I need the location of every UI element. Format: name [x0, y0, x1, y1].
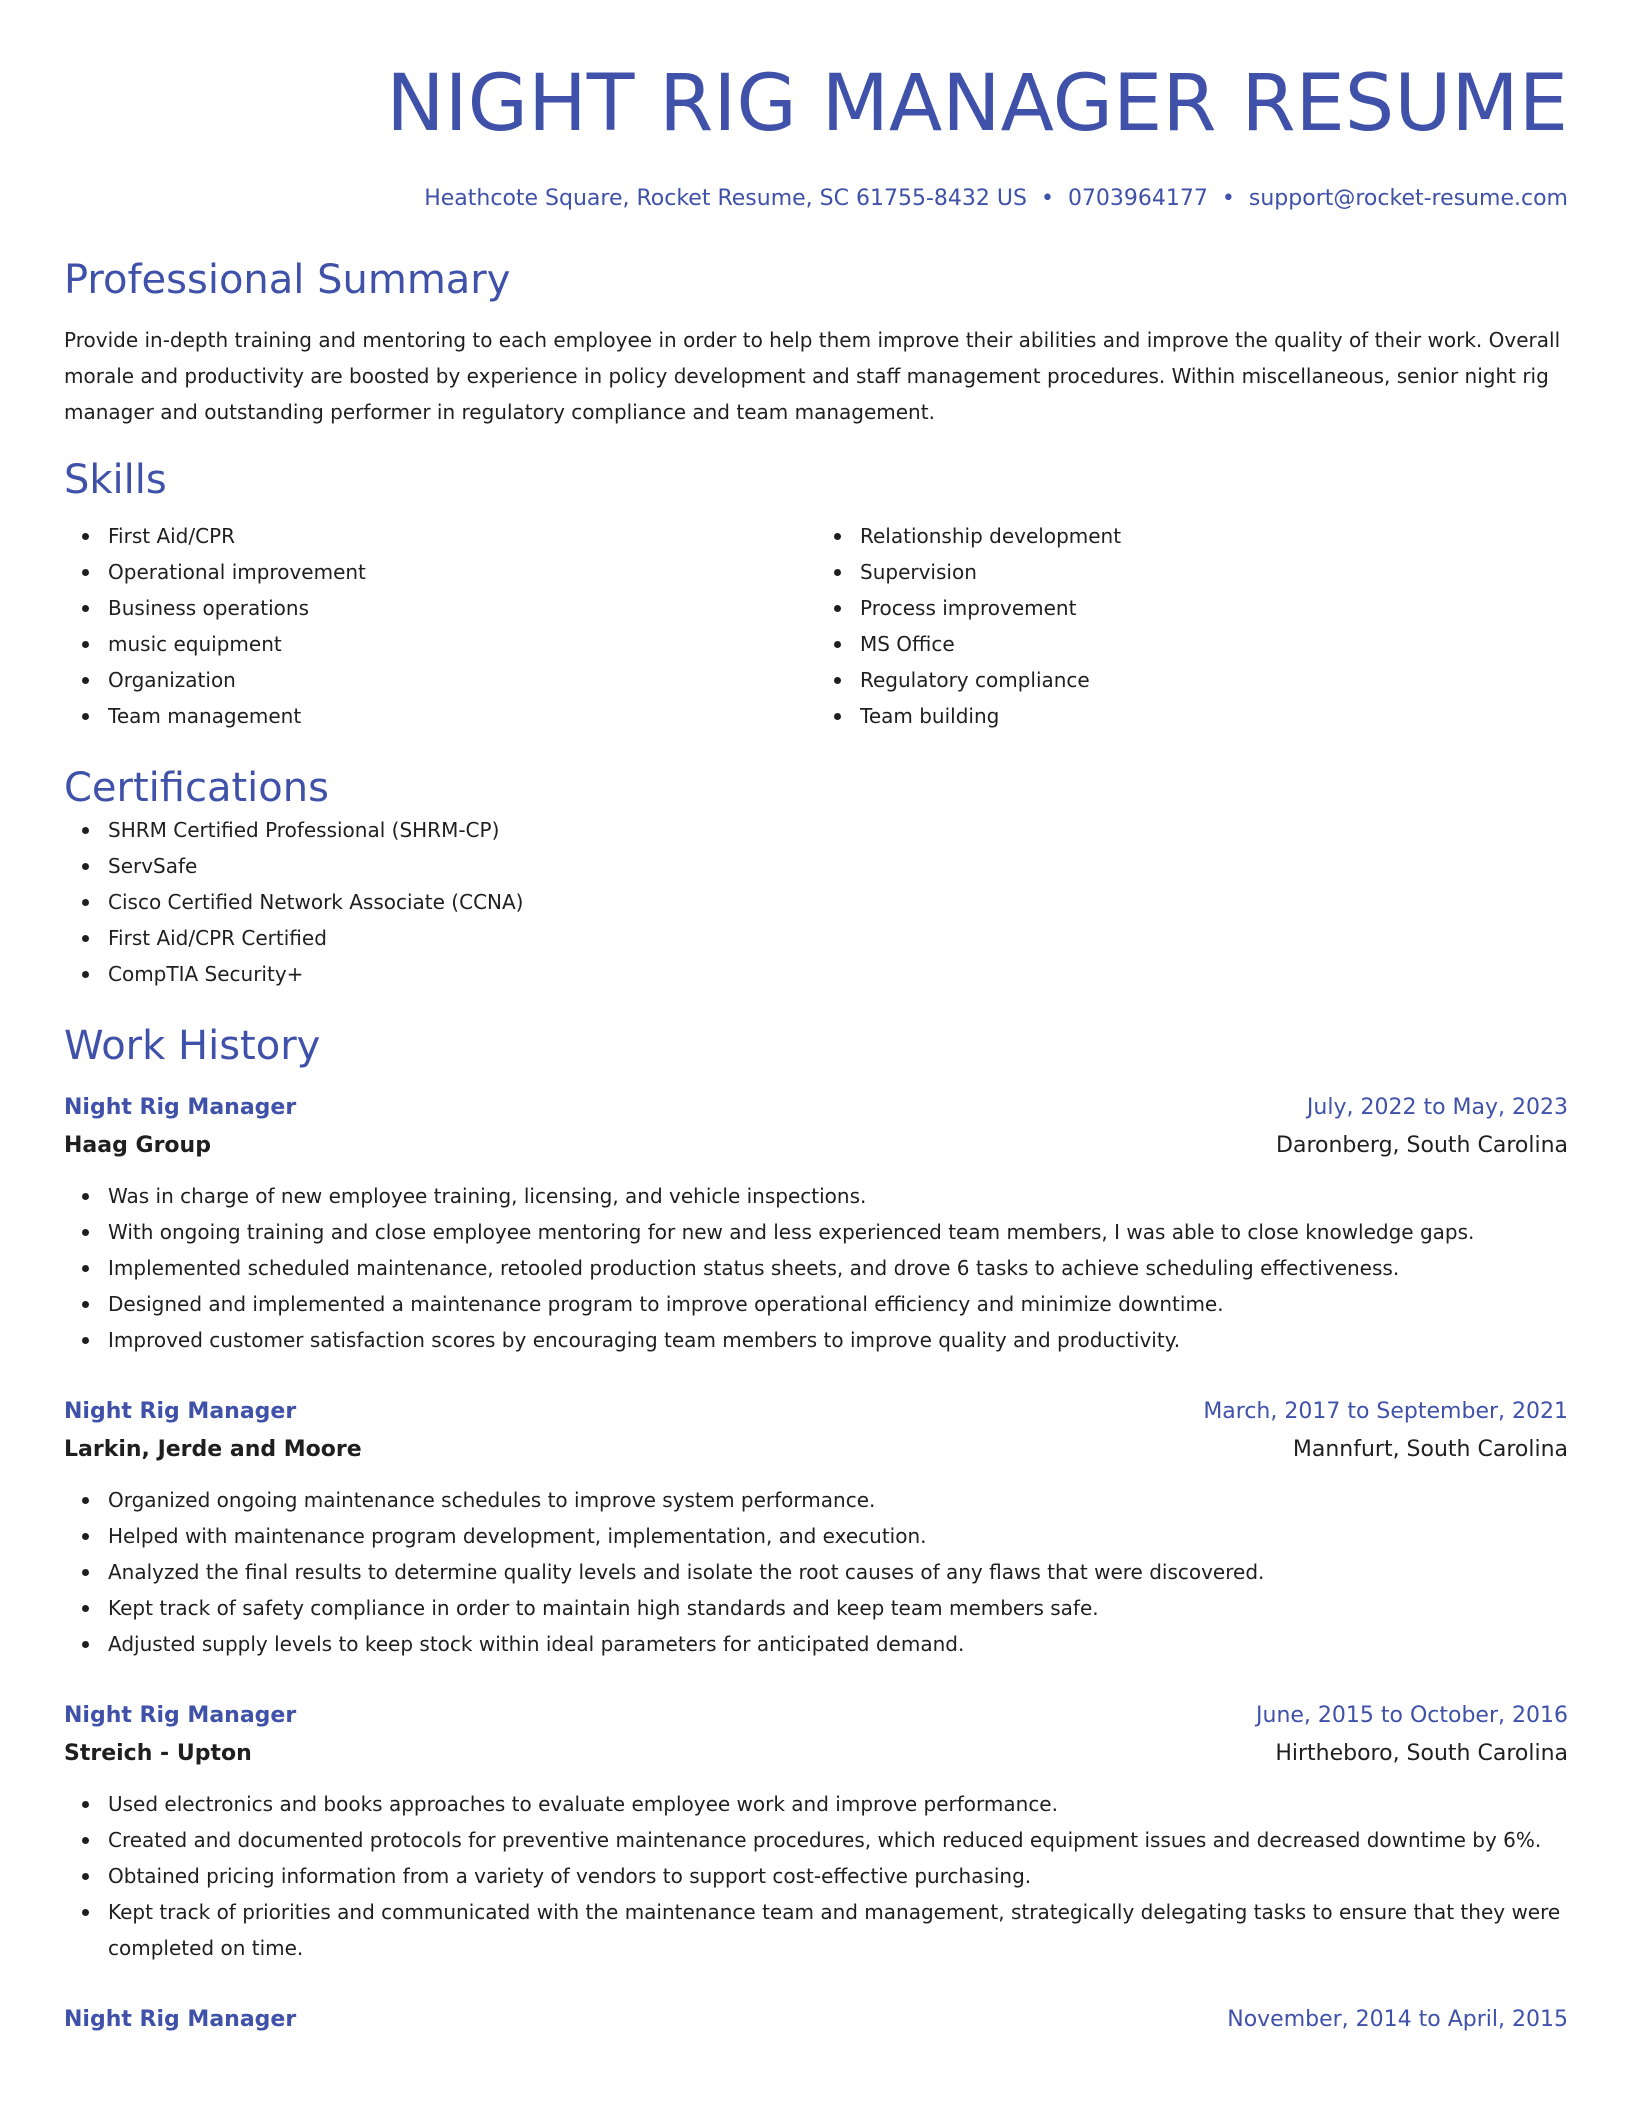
job-location: Mannfurt, South Carolina	[1292, 1437, 1568, 1462]
skill-item: Supervision	[860, 554, 1568, 590]
job-dates: June, 2015 to October, 2016	[1256, 1703, 1568, 1728]
job-bullet-list	[64, 1786, 1568, 1966]
job-title: Night Rig Manager	[64, 1399, 297, 1424]
job-bullet: Used electronics and books approaches to evaluate employee work and improve performance.	[108, 1786, 1568, 1822]
certification-item: Cisco Certified Network Associate (CCNA)	[108, 884, 1568, 920]
job-bullet: Implemented scheduled maintenance, retooled production status sheets, and drove 6 tasks to achieve scheduling effectiveness.	[108, 1250, 1568, 1286]
resume-page	[64, 0, 1568, 2038]
job-company: Streich - Upton	[64, 1741, 252, 1766]
certification-item: SHRM Certified Professional (SHRM-CP)	[108, 812, 1568, 848]
skills-list-left	[64, 518, 816, 734]
job-header-row	[64, 1698, 1568, 1734]
job-bullet: Analyzed the final results to determine quality levels and isolate the root causes of any flaws that were discovered.	[108, 1554, 1568, 1590]
contact-line	[64, 184, 1568, 214]
job-dates: July, 2022 to May, 2023	[1306, 1095, 1568, 1120]
job-title: Night Rig Manager	[64, 1703, 297, 1728]
certification-item: First Aid/CPR Certified	[108, 920, 1568, 956]
contact-separator: •	[1040, 186, 1054, 211]
job-location: Hirtheboro, South Carolina	[1275, 1741, 1568, 1766]
job-bullet: Adjusted supply levels to keep stock within ideal parameters for anticipated demand.	[108, 1626, 1568, 1662]
skill-item: Team management	[108, 698, 816, 734]
job-header-row	[64, 1090, 1568, 1126]
skill-item: Relationship development	[860, 518, 1568, 554]
certification-item: CompTIA Security+	[108, 956, 1568, 992]
job-bullet: Organized ongoing maintenance schedules to improve system performance.	[108, 1482, 1568, 1518]
job-bullet: Designed and implemented a maintenance program to improve operational efficiency and minimize downtime.	[108, 1286, 1568, 1322]
job-bullet: Was in charge of new employee training, licensing, and vehicle inspections.	[108, 1178, 1568, 1214]
skill-item: Business operations	[108, 590, 816, 626]
job-entry	[64, 2002, 1568, 2038]
job-company: Haag Group	[64, 1133, 211, 1158]
skill-item: MS Office	[860, 626, 1568, 662]
job-employer-row	[64, 1734, 1568, 1774]
job-bullet: Obtained pricing information from a variety of vendors to support cost-effective purchasing.	[108, 1858, 1568, 1894]
skills-heading: Skills	[64, 457, 167, 503]
job-entry	[64, 1090, 1568, 1358]
job-bullet-list	[64, 1482, 1568, 1662]
contact-separator: •	[1221, 186, 1235, 211]
certifications-list	[64, 812, 1568, 992]
job-employer-row	[64, 1126, 1568, 1166]
skill-item: Process improvement	[860, 590, 1568, 626]
contact-email: support@rocket-resume.com	[1248, 186, 1568, 211]
job-header-row	[64, 2002, 1568, 2038]
skill-item: Regulatory compliance	[860, 662, 1568, 698]
skill-item: First Aid/CPR	[108, 518, 816, 554]
job-dates: March, 2017 to September, 2021	[1203, 1399, 1568, 1424]
skill-item: music equipment	[108, 626, 816, 662]
summary-text: Provide in-depth training and mentoring to each employee in order to help them improve their abilities and improve the quality of their work. Overall morale and productivity are boosted by experience in policy development and staff management procedures. Within miscellaneous, senior night rig manager and outstanding performer in regulatory compliance and team management.	[64, 328, 1561, 424]
work-history-heading: Work History	[64, 1023, 321, 1069]
certification-item: ServSafe	[108, 848, 1568, 884]
skills-columns	[64, 518, 1568, 734]
job-bullet: With ongoing training and close employee mentoring for new and less experienced team members, I was able to close knowledge gaps.	[108, 1214, 1568, 1250]
skill-item: Team building	[860, 698, 1568, 734]
certifications-heading: Certifications	[64, 765, 329, 811]
job-location: Daronberg, South Carolina	[1276, 1133, 1568, 1158]
job-bullet: Kept track of priorities and communicated with the maintenance team and management, strategically delegating tasks to ensure that they were completed on time.	[108, 1894, 1568, 1966]
job-title: Night Rig Manager	[64, 2007, 297, 2032]
job-bullet: Kept track of safety compliance in order to maintain high standards and keep team members safe.	[108, 1590, 1568, 1626]
job-bullet: Created and documented protocols for preventive maintenance procedures, which reduced equipment issues and decreased downtime by 6%.	[108, 1822, 1568, 1858]
job-bullet: Helped with maintenance program development, implementation, and execution.	[108, 1518, 1568, 1554]
summary-heading: Professional Summary	[64, 257, 511, 303]
job-bullet-list	[64, 1178, 1568, 1358]
job-dates: November, 2014 to April, 2015	[1227, 2007, 1568, 2032]
job-employer-row	[64, 1430, 1568, 1470]
job-title: Night Rig Manager	[64, 1095, 297, 1120]
job-header-row	[64, 1394, 1568, 1430]
skill-item: Organization	[108, 662, 816, 698]
job-entry	[64, 1394, 1568, 1662]
skill-item: Operational improvement	[108, 554, 816, 590]
job-bullet: Improved customer satisfaction scores by encouraging team members to improve quality and productivity.	[108, 1322, 1568, 1358]
skills-list-right	[816, 518, 1568, 734]
job-entry	[64, 1698, 1568, 1966]
resume-title: NIGHT RIG MANAGER RESUME	[386, 59, 1568, 149]
contact-phone: 0703964177	[1067, 186, 1208, 211]
job-company: Larkin, Jerde and Moore	[64, 1437, 362, 1462]
contact-address: Heathcote Square, Rocket Resume, SC 61755-8432 US	[424, 186, 1027, 211]
